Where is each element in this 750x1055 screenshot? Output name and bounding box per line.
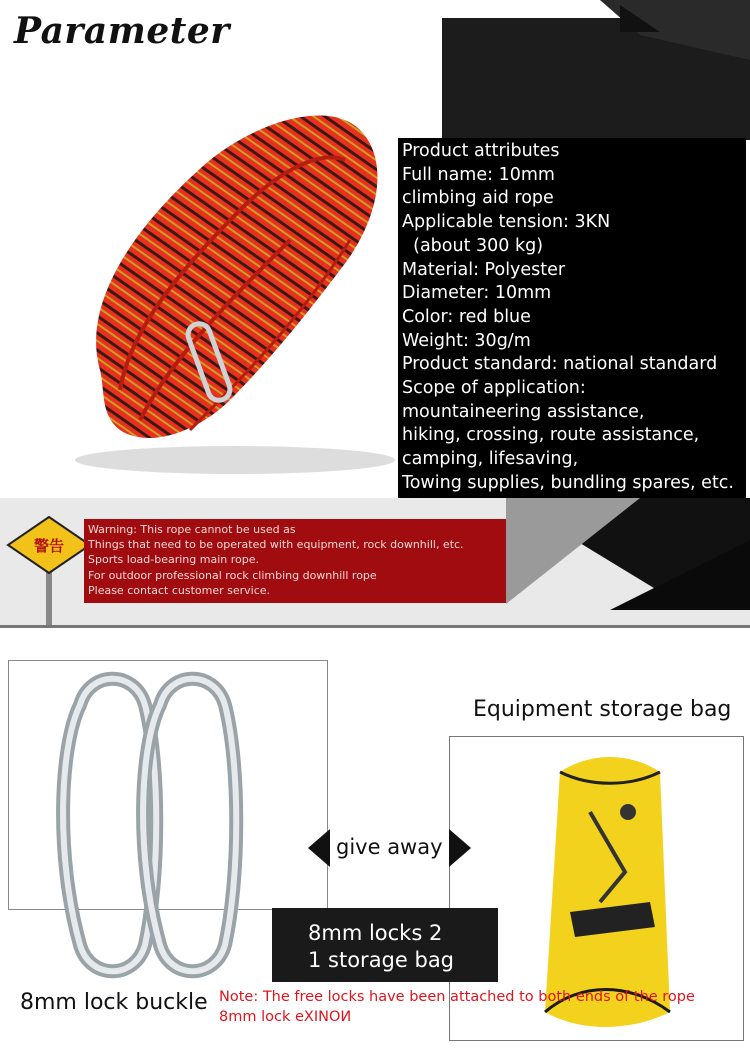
- lock-buckle-label: 8mm lock buckle: [20, 990, 208, 1015]
- attr-line: mountaineering assistance,: [402, 401, 645, 422]
- note-line: 8mm lock eXINOИ: [219, 1009, 352, 1025]
- attr-line: Material: Polyester: [402, 259, 566, 280]
- warning-line: Please contact customer service.: [88, 583, 271, 597]
- rope-coil-image: [60, 100, 410, 480]
- warning-sign-text: 警告: [33, 537, 65, 555]
- bag-title: Equipment storage bag: [473, 697, 732, 722]
- note-box: [219, 987, 695, 1027]
- product-attributes-box: [398, 138, 746, 498]
- attr-line: Product attributes: [402, 141, 560, 161]
- warning-sign-icon: [6, 515, 94, 625]
- carabiner-pair-image: [40, 665, 290, 995]
- gift-line: 8mm locks 2: [308, 921, 443, 945]
- attr-line: Diameter: 10mm: [402, 283, 552, 304]
- arrow-right-icon: [447, 827, 473, 869]
- give-away-label: give away: [336, 835, 443, 859]
- gift-line: 1 storage bag: [308, 948, 455, 972]
- warning-line: Warning: This rope cannot be used as: [88, 523, 296, 536]
- attr-line: camping, lifesaving,: [402, 449, 579, 470]
- attr-line: Applicable tension: 3KN: [402, 212, 611, 233]
- attr-line: Weight: 30g/m: [402, 330, 531, 351]
- attr-line: (about 300 kg): [402, 235, 544, 256]
- attr-line: Product standard: national standard: [402, 354, 718, 375]
- attr-line: climbing aid rope: [402, 188, 554, 209]
- attr-line: hiking, crossing, route assistance,: [402, 425, 700, 446]
- section-divider: [0, 625, 750, 628]
- gift-contents-box: [272, 908, 498, 982]
- attr-line: Full name: 10mm: [402, 164, 555, 185]
- warning-box: [84, 519, 506, 603]
- arrow-left-icon: [306, 827, 332, 869]
- attr-line: Scope of application:: [402, 378, 586, 399]
- warning-line: For outdoor professional rock climbing downhill rope: [88, 568, 377, 582]
- attr-line: Color: red blue: [402, 306, 531, 327]
- warning-line: Sports load-bearing main rope.: [88, 553, 259, 567]
- warning-line: Things that need to be operated with equipment, rock downhill, etc.: [88, 538, 464, 552]
- note-line: Note: The free locks have been attached to both ends of the rope: [219, 989, 695, 1005]
- page-title: Parameter: [14, 10, 230, 52]
- attr-line: Towing supplies, bundling spares, etc.: [402, 472, 734, 493]
